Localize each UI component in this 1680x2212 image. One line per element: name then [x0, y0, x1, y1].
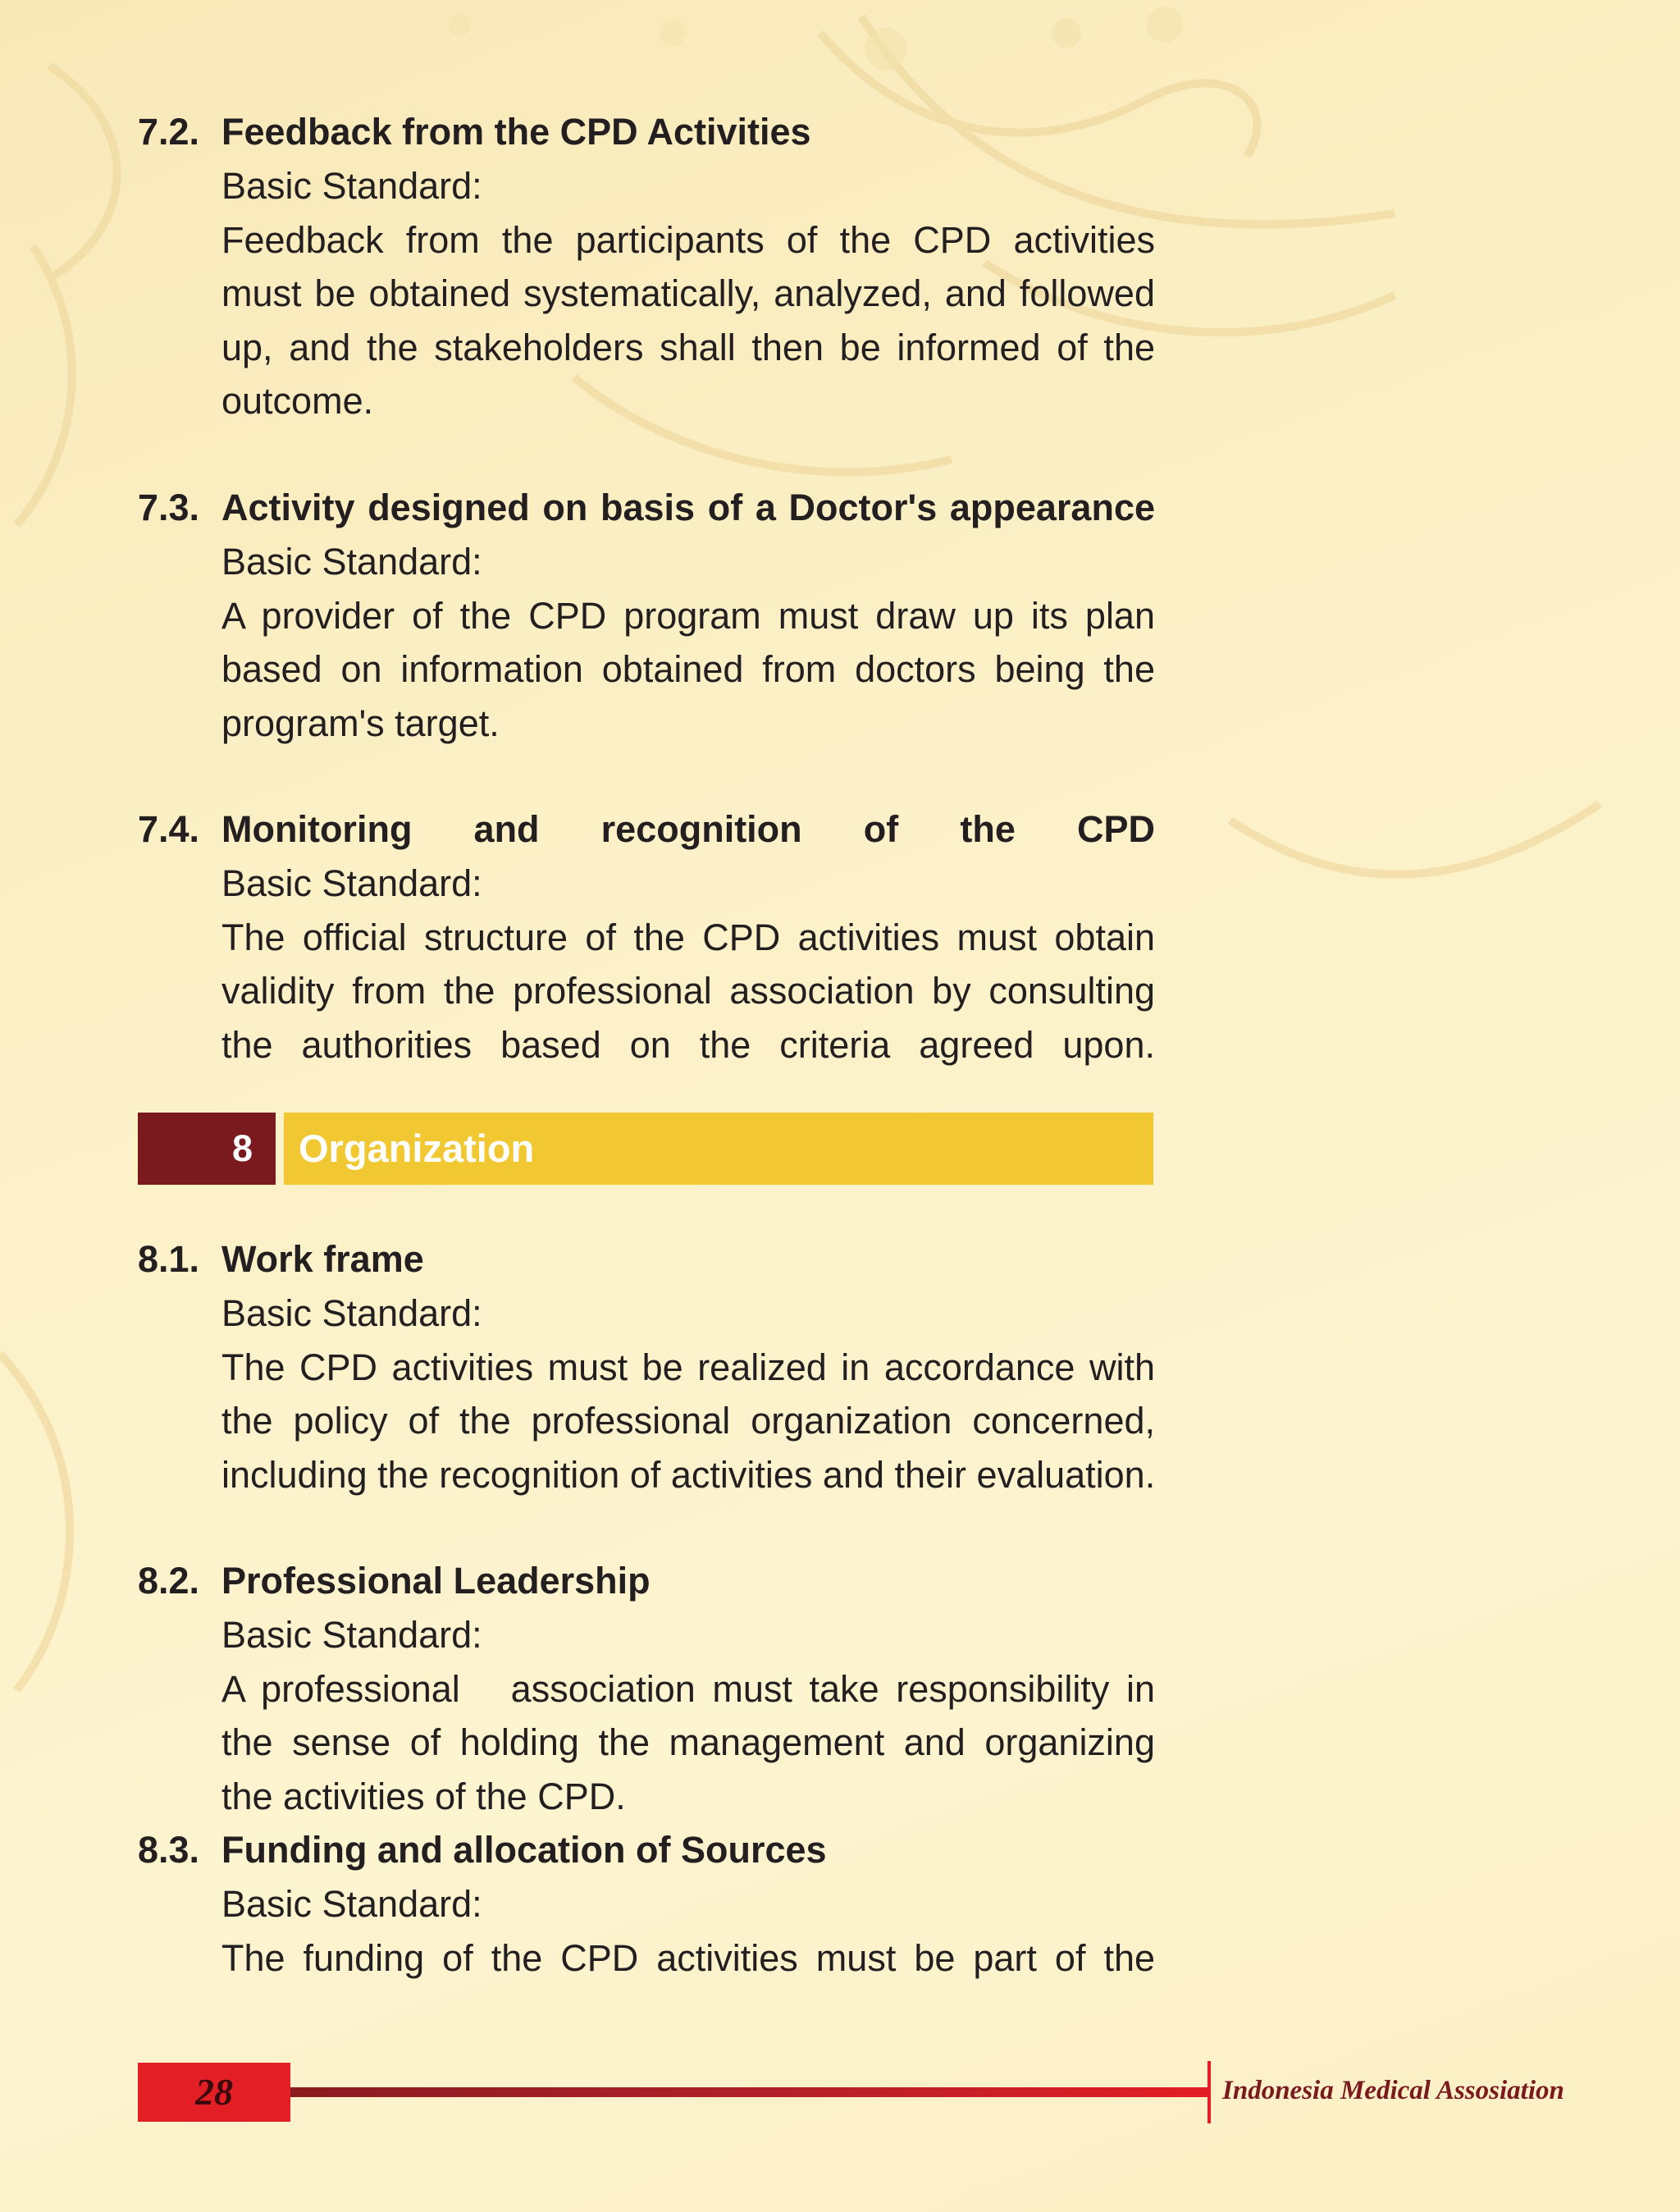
body-line: the authorities based on the criteria agreed upon. [221, 1023, 1155, 1066]
section-7-4 [138, 802, 1155, 1072]
section-number: 8.3. [138, 1829, 200, 1871]
footer-divider [1208, 2061, 1211, 2123]
body-line: Feedback from the participants of the CPD activities [221, 218, 1155, 261]
section-7-3 [138, 481, 1155, 750]
basic-standard-label: Basic Standard: [221, 1883, 482, 1925]
body-line: validity from the professional association by consulting [221, 970, 1155, 1012]
section-title: Work frame [221, 1238, 424, 1280]
basic-standard-label: Basic Standard: [221, 165, 482, 207]
section-heading [138, 802, 1155, 857]
body-line: The funding of the CPD activities must be part of the [221, 1936, 1155, 1979]
section-number: 8.1. [138, 1238, 200, 1280]
section-heading [138, 1232, 1155, 1287]
section-title: Monitoring and recognition of the CPD [221, 808, 1155, 850]
section-heading [138, 481, 1155, 535]
section-title: Activity designed on basis of a Doctor's appearance [221, 487, 1155, 528]
body-line: up, and the stakeholders shall then be informed of the [221, 326, 1155, 368]
section-heading [138, 1823, 1155, 1877]
section-7-2 [138, 105, 1155, 428]
body-line: The CPD activities must be realized in accordance with [221, 1346, 1155, 1388]
body-line: A professional association must take responsibility in [221, 1667, 1155, 1710]
body-line: outcome. [221, 380, 374, 422]
chapter-title: Organization [284, 1113, 1153, 1185]
body-line: program's target. [221, 702, 500, 744]
section-title: Professional Leadership [221, 1560, 651, 1602]
basic-standard-label: Basic Standard: [221, 862, 482, 904]
section-heading [138, 1554, 1155, 1608]
body-line: including the recognition of activities and their evaluation. [221, 1453, 1156, 1496]
chapter-number: 8 [138, 1113, 276, 1185]
section-number: 8.2. [138, 1560, 200, 1602]
body-line: the sense of holding the management and organizing [221, 1721, 1155, 1763]
footer-organization: Indonesia Medical Assosiation [1222, 2076, 1564, 2105]
basic-standard-label: Basic Standard: [221, 1614, 482, 1656]
section-title: Feedback from the CPD Activities [221, 111, 811, 153]
section-heading [138, 105, 1155, 159]
body-line: The official structure of the CPD activities must obtain [221, 916, 1155, 958]
chapter-banner [138, 1113, 1153, 1185]
section-number: 7.4. [138, 808, 200, 850]
body-line: the activities of the CPD. [221, 1775, 626, 1817]
body-line: must be obtained systematically, analyzed, and followed [221, 272, 1155, 314]
section-8-2 [138, 1554, 1155, 1823]
section-number: 7.3. [138, 487, 200, 528]
section-title: Funding and allocation of Sources [221, 1829, 827, 1871]
basic-standard-label: Basic Standard: [221, 541, 482, 583]
basic-standard-label: Basic Standard: [221, 1292, 482, 1334]
section-8-3 [138, 1823, 1155, 1985]
body-line: based on information obtained from doctors being the [221, 648, 1155, 690]
page-number: 28 [138, 2063, 290, 2122]
footer-rule [290, 2087, 1209, 2097]
body-line: the policy of the professional organization concerned, [221, 1400, 1155, 1442]
section-number: 7.2. [138, 111, 200, 153]
section-8-1 [138, 1232, 1155, 1501]
body-line: A provider of the CPD program must draw up its plan [221, 594, 1155, 637]
